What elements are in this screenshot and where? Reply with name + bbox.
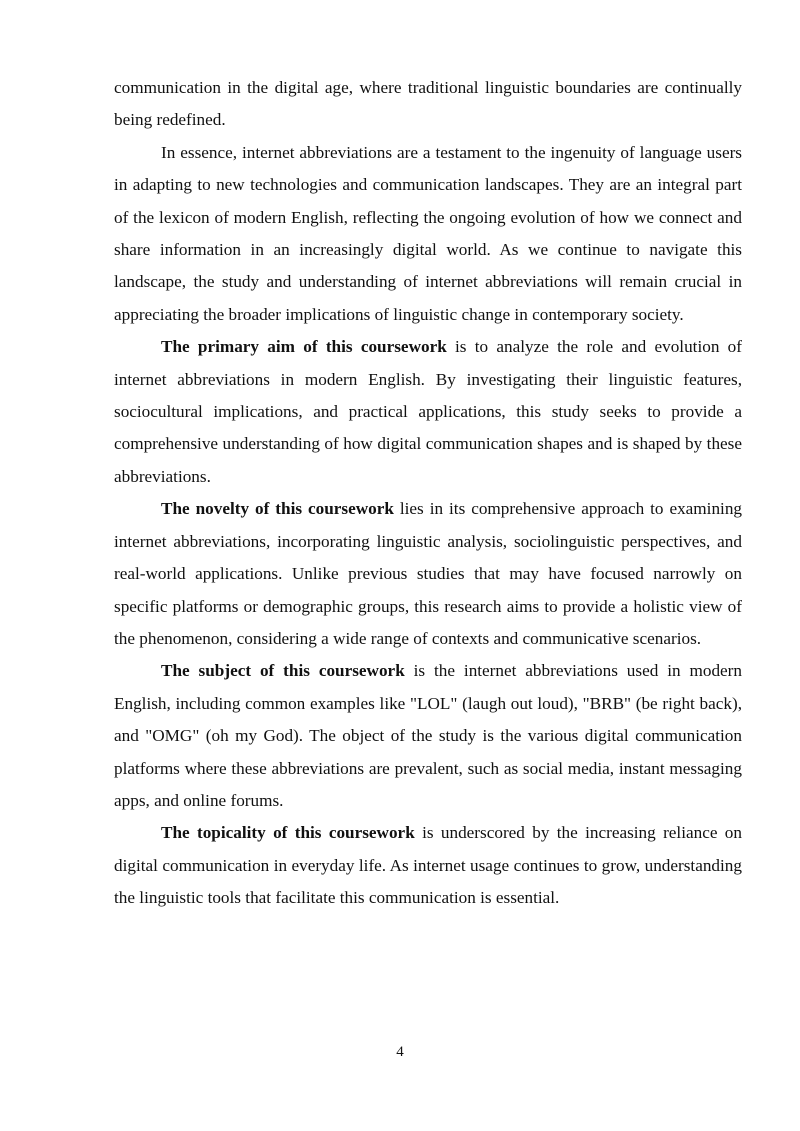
paragraph-essence — [114, 137, 742, 331]
paragraph-text: In essence, internet abbreviations are a testament to the ingenuity of language users in adapting to new technologies and communication landscapes. They are an integral part of the lexicon of modern English, reflecting the ongoing evolution of how we connect and share information in an increasingly digital world. As we continue to navigate this landscape, the study and understanding of internet abbreviations will remain crucial in appreciating the broader implications of linguistic change in contemporary society. — [114, 142, 742, 324]
paragraph-lead: The subject of this coursework — [161, 661, 405, 681]
paragraph-topicality — [114, 817, 742, 914]
page-number: 4 — [396, 1044, 404, 1060]
paragraph-text: communication in the digital age, where traditional linguistic boundaries are continually being redefined. — [114, 78, 742, 130]
paragraph-text: is underscored by the increasing reliance on digital communication in everyday life. As internet usage continues to grow, understanding the linguistic tools that facilitate this communication is essential. — [114, 823, 742, 908]
paragraph-text: is to analyze the role and evolution of internet abbreviations in modern English. By investigating their linguistic features, sociocultural implications, and practical applications, this study seeks to provide a comprehensive understanding of how digital communication shapes and is shaped by these abbreviations. — [114, 337, 742, 486]
paragraph-subject — [114, 655, 742, 817]
paragraph-lead: The primary aim of this coursework — [161, 337, 447, 357]
paragraph-lead: The topicality of this coursework — [161, 823, 415, 843]
paragraph-continuation — [114, 72, 742, 137]
document-page — [114, 72, 742, 915]
paragraph-text: is the internet abbreviations used in modern English, including common examples like "LOL" (laugh out loud), "BRB" (be right back), and "OMG" (oh my God). The object of the study is the various digital communication platforms where these abbreviations are prevalent, such as social media, instant messaging apps, and online forums. — [114, 661, 742, 810]
paragraph-novelty — [114, 493, 742, 655]
paragraph-lead: The novelty of this coursework — [161, 499, 394, 519]
paragraph-primary-aim — [114, 331, 742, 493]
paragraph-text: lies in its comprehensive approach to examining internet abbreviations, incorporating linguistic analysis, sociolinguistic perspectives, and real-world applications. Unlike previous studies that may have focused narrowly on specific platforms or demographic groups, this research aims to provide a holistic view of the phenomenon, considering a wide range of contexts and communicative scenarios. — [114, 499, 743, 648]
